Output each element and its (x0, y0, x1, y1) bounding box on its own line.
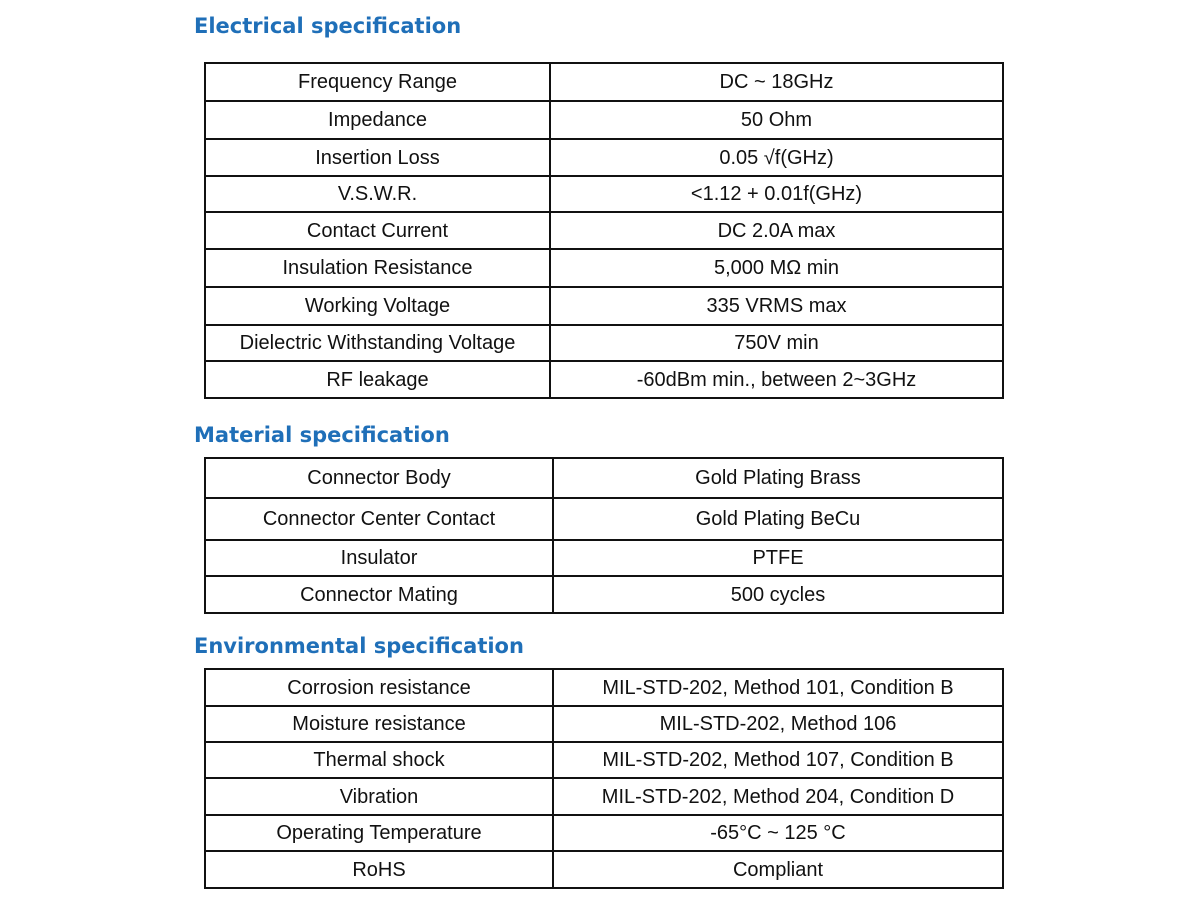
table-row (205, 458, 1003, 498)
table-row (205, 669, 1003, 706)
spec-label: Vibration (205, 778, 553, 815)
spec-label: RF leakage (205, 361, 550, 398)
table-row (205, 287, 1003, 325)
table-row (205, 249, 1003, 287)
environmental-spec-table (204, 668, 1004, 889)
spec-value: <1.12 + 0.01f(GHz) (550, 176, 1003, 212)
spec-label: Thermal shock (205, 742, 553, 778)
spec-value: 750V min (550, 325, 1003, 361)
spec-label: Operating Temperature (205, 815, 553, 851)
material-spec-title: Material specification (194, 423, 450, 447)
spec-label: Impedance (205, 101, 550, 139)
table-row (205, 361, 1003, 398)
spec-value: Gold Plating BeCu (553, 498, 1003, 540)
table-row (205, 101, 1003, 139)
spec-label: Moisture resistance (205, 706, 553, 742)
environmental-spec-title: Environmental specification (194, 634, 524, 658)
electrical-spec-title: Electrical specification (194, 14, 462, 38)
spec-value: MIL-STD-202, Method 106 (553, 706, 1003, 742)
spec-label: Connector Body (205, 458, 553, 498)
spec-label: RoHS (205, 851, 553, 888)
table-row (205, 778, 1003, 815)
table-row (205, 63, 1003, 101)
table-row (205, 325, 1003, 361)
spec-label: Frequency Range (205, 63, 550, 101)
spec-value: 500 cycles (553, 576, 1003, 613)
spec-label: Connector Mating (205, 576, 553, 613)
spec-value: Compliant (553, 851, 1003, 888)
table-row (205, 576, 1003, 613)
spec-value: 50 Ohm (550, 101, 1003, 139)
spec-value: 5,000 MΩ min (550, 249, 1003, 287)
table-row (205, 540, 1003, 576)
spec-value: PTFE (553, 540, 1003, 576)
spec-label: Insulator (205, 540, 553, 576)
spec-value: DC ~ 18GHz (550, 63, 1003, 101)
spec-label: Connector Center Contact (205, 498, 553, 540)
spec-label: V.S.W.R. (205, 176, 550, 212)
spec-value: DC 2.0A max (550, 212, 1003, 249)
spec-value: MIL-STD-202, Method 107, Condition B (553, 742, 1003, 778)
spec-value: MIL-STD-202, Method 204, Condition D (553, 778, 1003, 815)
table-row (205, 742, 1003, 778)
table-row (205, 139, 1003, 176)
spec-value: MIL-STD-202, Method 101, Condition B (553, 669, 1003, 706)
electrical-spec-table (204, 62, 1004, 399)
spec-value: 335 VRMS max (550, 287, 1003, 325)
table-row (205, 212, 1003, 249)
table-row (205, 851, 1003, 888)
spec-label: Insertion Loss (205, 139, 550, 176)
table-row (205, 706, 1003, 742)
spec-label: Working Voltage (205, 287, 550, 325)
table-row (205, 815, 1003, 851)
spec-label: Insulation Resistance (205, 249, 550, 287)
spec-label: Corrosion resistance (205, 669, 553, 706)
spec-label: Dielectric Withstanding Voltage (205, 325, 550, 361)
material-spec-table (204, 457, 1004, 614)
table-row (205, 498, 1003, 540)
spec-value: 0.05 √f(GHz) (550, 139, 1003, 176)
spec-value: -60dBm min., between 2~3GHz (550, 361, 1003, 398)
spec-value: -65°C ~ 125 °C (553, 815, 1003, 851)
spec-label: Contact Current (205, 212, 550, 249)
spec-value: Gold Plating Brass (553, 458, 1003, 498)
table-row (205, 176, 1003, 212)
